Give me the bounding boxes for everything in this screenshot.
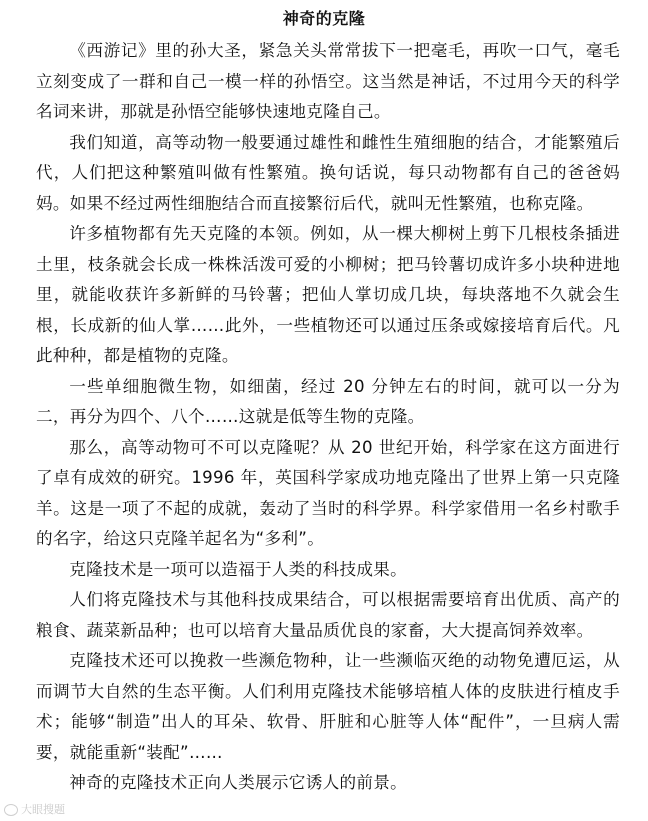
watermark-text: 大眼搜题 — [21, 803, 65, 816]
paragraph: 克隆技术是一项可以造福于人类的科技成果。 — [69, 559, 408, 579]
paragraph: 一些单细胞微生物，如细菌，经过 20 分钟左右的时间，就可以一分为二，再分为四个、八个……这就是低等生物的克隆。 — [36, 376, 620, 426]
paragraph: 克隆技术还可以挽救一些濒危物种，让一些濒临灭绝的动物免遭厄运，从而调节大自然的生态平衡。人们利用克隆技术能够培植人体的皮肤进行植皮手术；能够“制造”出人的耳朵、软骨、肝脏和心脏等人体“配件”，一旦病人需要，就能重新“装配”…… — [36, 651, 620, 762]
paragraph: 许多植物都有先天克隆的本领。例如，从一棵大柳树上剪下几根枝条插进土里，枝条就会长成一株株活泼可爱的小柳树；把马铃薯切成许多小块种进地里，就能收获许多新鲜的马铃薯；把仙人掌切成几块，每块落地不久就会生根，长成新的仙人掌……此外，一些植物还可以通过压条或嫁接培育后代。凡此种种，都是植物的克隆。 — [36, 224, 620, 365]
paragraph: 我们知道，高等动物一般要通过雄性和雌性生殖细胞的结合，才能繁殖后代，人们把这种繁殖叫做有性繁殖。换句话说，每只动物都有自己的爸爸妈妈。如果不经过两性细胞结合而直接繁衍后代，就叫无性繁殖，也称克隆。 — [36, 132, 620, 213]
watermark — [4, 802, 65, 818]
watermark-logo-icon — [4, 804, 18, 816]
document-title: 神奇的克隆 — [282, 9, 366, 28]
document-body — [36, 36, 620, 799]
paragraph: 人们将克隆技术与其他科技成果结合，可以根据需要培育出优质、高产的粮食、蔬菜新品种；也可以培育大量品质优良的家畜，大大提高饲养效率。 — [36, 590, 620, 640]
paragraph: 那么，高等动物可不可以克隆呢？从 20 世纪开始，科学家在这方面进行了卓有成效的研究。1996 年，英国科学家成功地克隆出了世界上第一只克隆羊。这是一项了不起的成就，轰动了当时的科学界。科学家借用一名乡村歌手的名字，给这只克隆羊起名为“多利”。 — [36, 437, 620, 548]
paragraph: 《西游记》里的孙大圣，紧急关头常常拔下一把毫毛，再吹一口气，毫毛立刻变成了一群和自己一模一样的孙悟空。这当然是神话，不过用今天的科学名词来讲，那就是孙悟空能够快速地克隆自己。 — [36, 41, 620, 121]
paragraph: 神奇的克隆技术正向人类展示它诱人的前景。 — [69, 773, 408, 792]
